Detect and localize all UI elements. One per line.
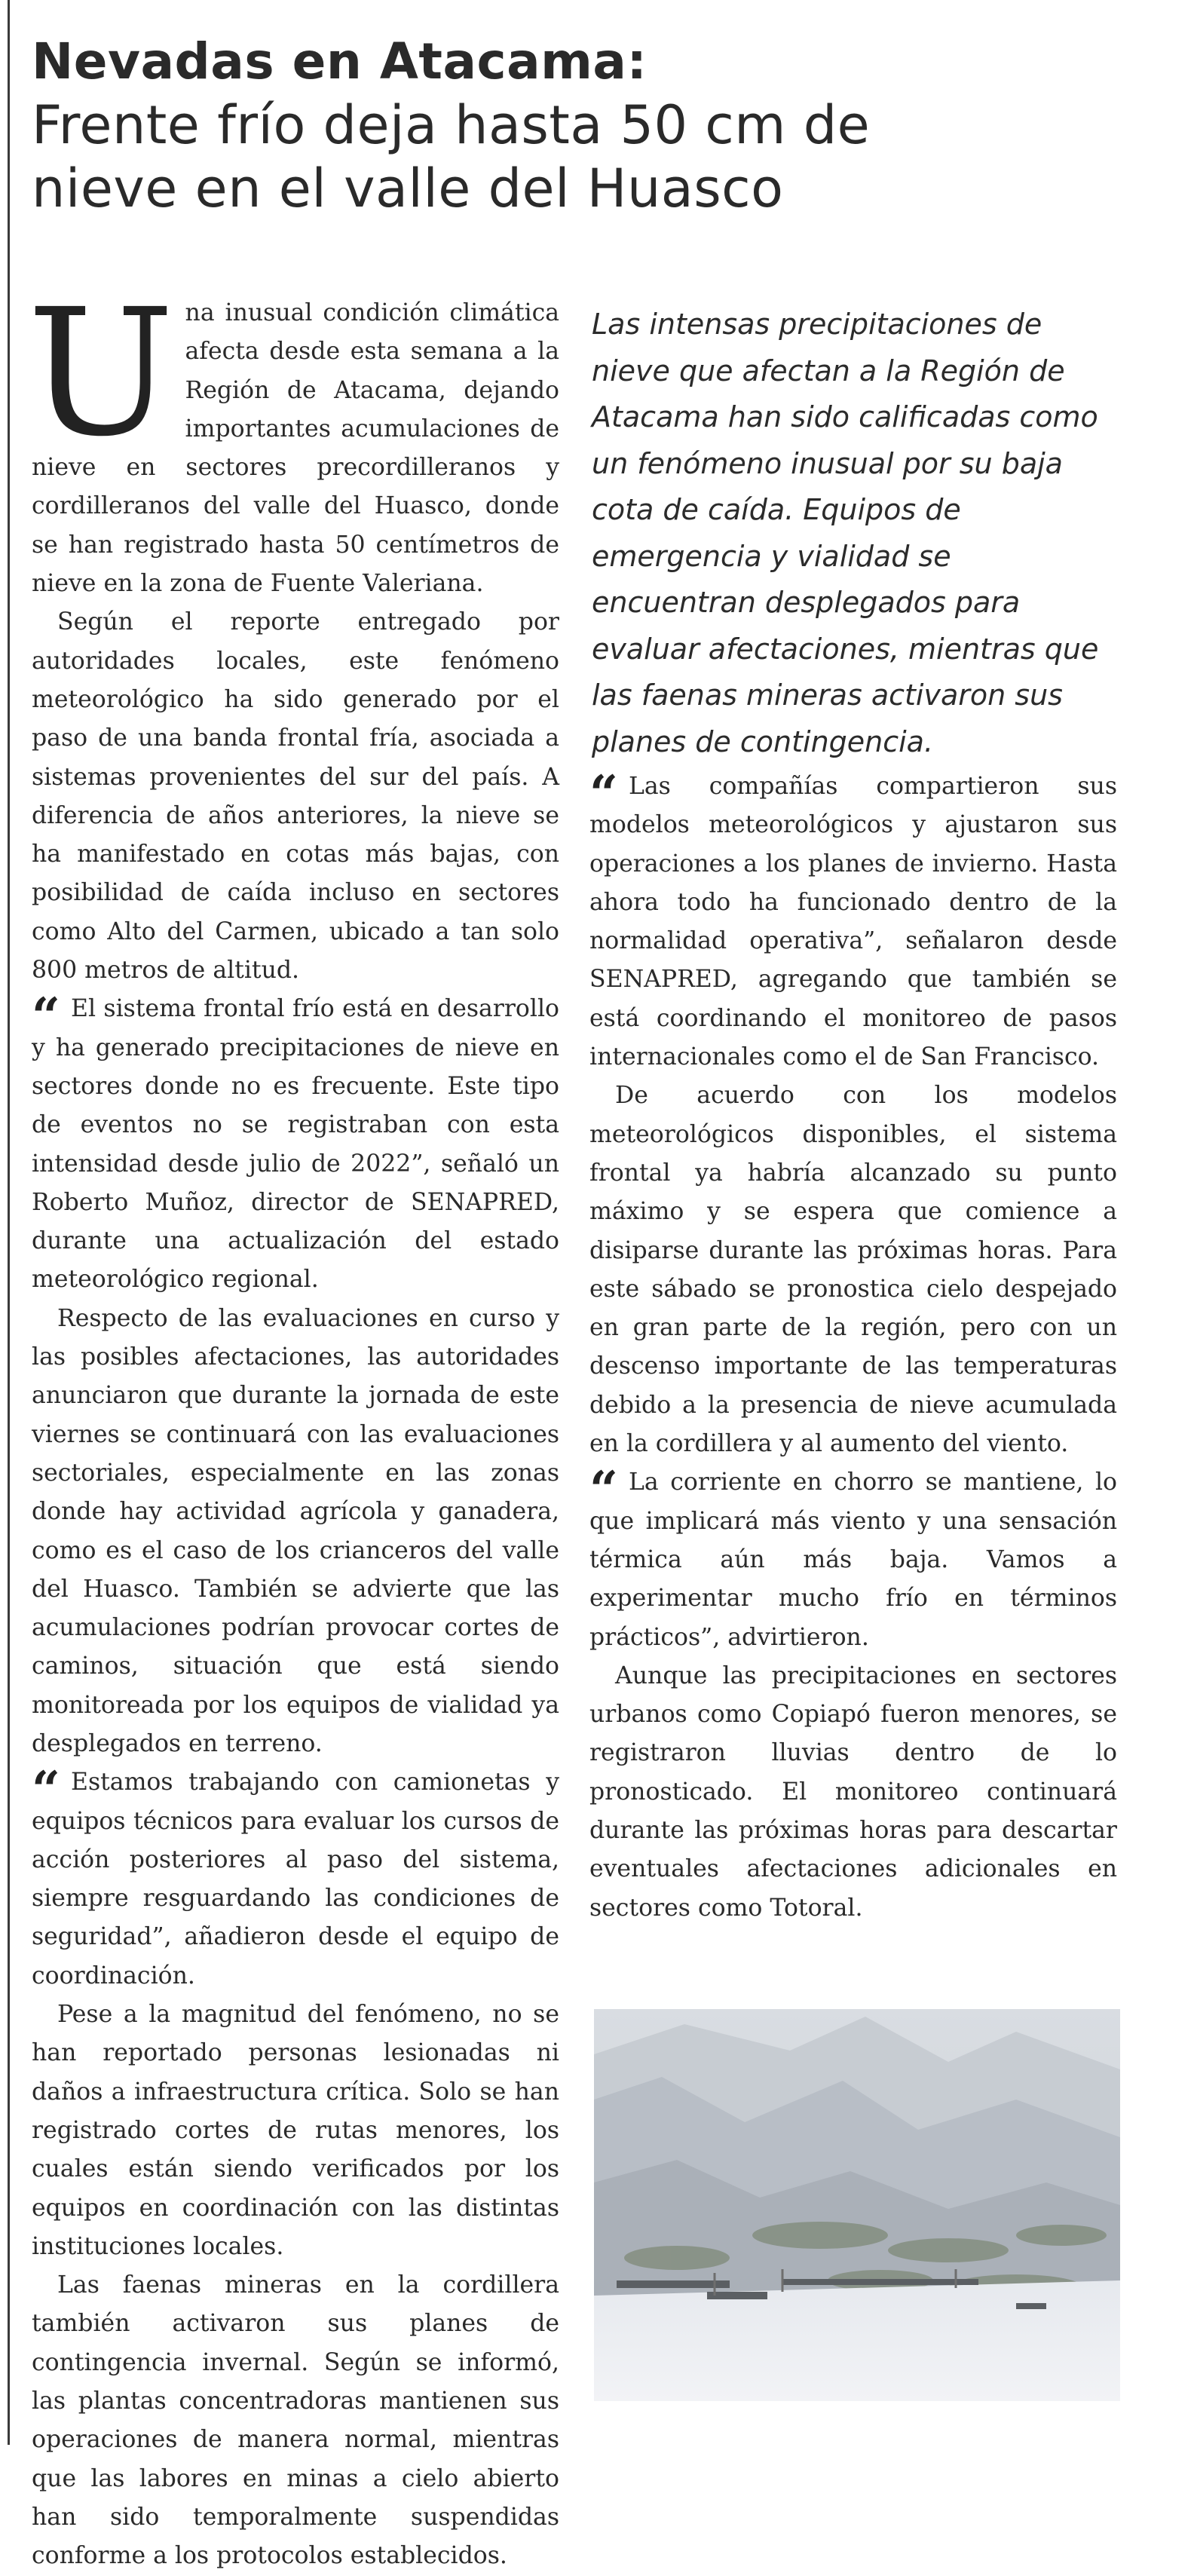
quote-mark-icon: “	[589, 764, 618, 823]
quote-paragraph-3	[589, 764, 1117, 1077]
quote-3-text: Las compañías compartieron sus modelos meteorológicos y ajustaron sus operaciones a los planes de invierno. Hasta ahora todo ha funcionado dentro de la normalidad operativa”, señalaron desde SENAPRED, agregando que también se está coordinando el monitoreo de pasos internacionales como el de San Francisco.	[589, 773, 1117, 1071]
quote-mark-icon: “	[32, 1760, 60, 1820]
article-paragraph-1	[27, 271, 559, 603]
quote-paragraph-1	[32, 987, 559, 1299]
headline-kicker: Nevadas en Atacama:	[32, 32, 648, 90]
pull-quote: Las intensas precipitaciones de nieve que afectan a la Región de Atacama han sido calificadas como un fenómeno inusual por su baja cota de caída. Equipos de emergencia y vialidad se encuentran desplegados para evaluar afectaciones, mientras que las faenas mineras activaron sus planes de contingencia.	[592, 308, 1099, 758]
article-paragraph-6: De acuerdo con los modelos meteorológicos disponibles, el sistema frontal ya habría alcanzado su punto máximo y se espera que comience a disiparse durante las próximas horas. Para este sábado se pronostica cielo despejado en gran parte de la región, pero con un descenso importante de las temperaturas debido a la presencia de nieve acumulada en la cordillera y al aumento del viento.	[589, 1082, 1117, 1458]
quote-paragraph-2	[32, 1760, 559, 1996]
drop-cap: U	[27, 271, 175, 475]
left-margin-rule	[8, 0, 10, 2445]
article-paragraph-4: Pese a la magnitud del fenómeno, no se han reportado personas lesionadas ni daños a infraestructura crítica. Solo se han registrado cortes de rutas menores, los cuales están siendo verificados por los equipos en coordinación con las distintas instituciones locales.	[32, 2001, 559, 2260]
paragraph-1-text: na inusual condición climática afecta desde esta semana a la Región de Atacama, dejando importantes acumulaciones de nieve en sectores precordilleranos y cordilleranos del valle del Huasco, donde se han registrado hasta 50 centímetros de nieve en la zona de Fuente Valeriana.	[32, 299, 559, 598]
quote-1-text: El sistema frontal frío está en desarrollo y ha generado precipitaciones de nieve en sectores donde no es frecuente. Este tipo de eventos no se registraban con esta intensidad desde julio de 2022”, señaló un Roberto Muñoz, director de SENAPRED, durante una actualización del estado meteorológico regional.	[32, 995, 559, 1294]
headline-title-line-1: Frente frío deja hasta 50 cm de	[32, 94, 871, 156]
snow-landscape-image	[594, 2009, 1120, 2401]
article-paragraph-5: Las faenas mineras en la cordillera también activaron sus planes de contingencia invernal. Según se informó, las plantas concentradoras mantienen sus operaciones de manera normal, mientras que las labores en minas a cielo abierto han sido temporalmente suspendidas conforme a los protocolos establecidos.	[32, 2271, 559, 2570]
headline-title-line-2: nieve en el valle del Huasco	[32, 158, 784, 219]
article-paragraph-3: Respecto de las evaluaciones en curso y las posibles afectaciones, las autoridades anunciaron que durante la jornada de este viernes se continuará con las evaluaciones sectoriales, especialmente en las zonas donde hay actividad agrícola y ganadera, como es el caso de los crianceros del valle del Huasco. También se advierte que las acumulaciones podrían provocar cortes de caminos, situación que está siendo monitoreada por los equipos de vialidad ya desplegados en terreno.	[32, 1304, 559, 1757]
article-column-right	[589, 764, 1117, 1928]
quote-mark-icon: “	[32, 987, 60, 1046]
article-paragraph-7: Aunque las precipitaciones en sectores urbanos como Copiapó fueron menores, se registraron lluvias dentro de lo pronosticado. El monitoreo continuará durante las próximas horas para descartar eventuales afectaciones adicionales en sectores como Totoral.	[589, 1662, 1117, 1922]
headline	[32, 30, 1162, 220]
article-paragraph-2: Según el reporte entregado por autoridades locales, este fenómeno meteorológico ha sido generado por el paso de una banda frontal fría, asociada a sistemas provenientes del sur del país. A diferencia de años anteriores, la nieve se ha manifestado en cotas más bajas, con posibilidad de caída incluso en sectores como Alto del Carmen, ubicado a tan solo 800 metros de altitud.	[32, 608, 559, 985]
quote-mark-icon: “	[589, 1460, 618, 1520]
quote-paragraph-4	[589, 1460, 1117, 1656]
quote-2-text: Estamos trabajando con camionetas y equipos técnicos para evaluar los cursos de acción posteriores al paso del sistema, siempre resguardando las condiciones de seguridad”, añadieron desde el equipo de coordinación.	[32, 1769, 559, 1989]
article-column-left	[27, 271, 559, 2576]
quote-4-text: La corriente en chorro se mantiene, lo que implicará más viento y una sensación térmica aún más baja. Vamos a experimentar mucho frío en términos prácticos”, advirtieron.	[589, 1469, 1117, 1651]
snow-valley-photo	[594, 2009, 1120, 2401]
